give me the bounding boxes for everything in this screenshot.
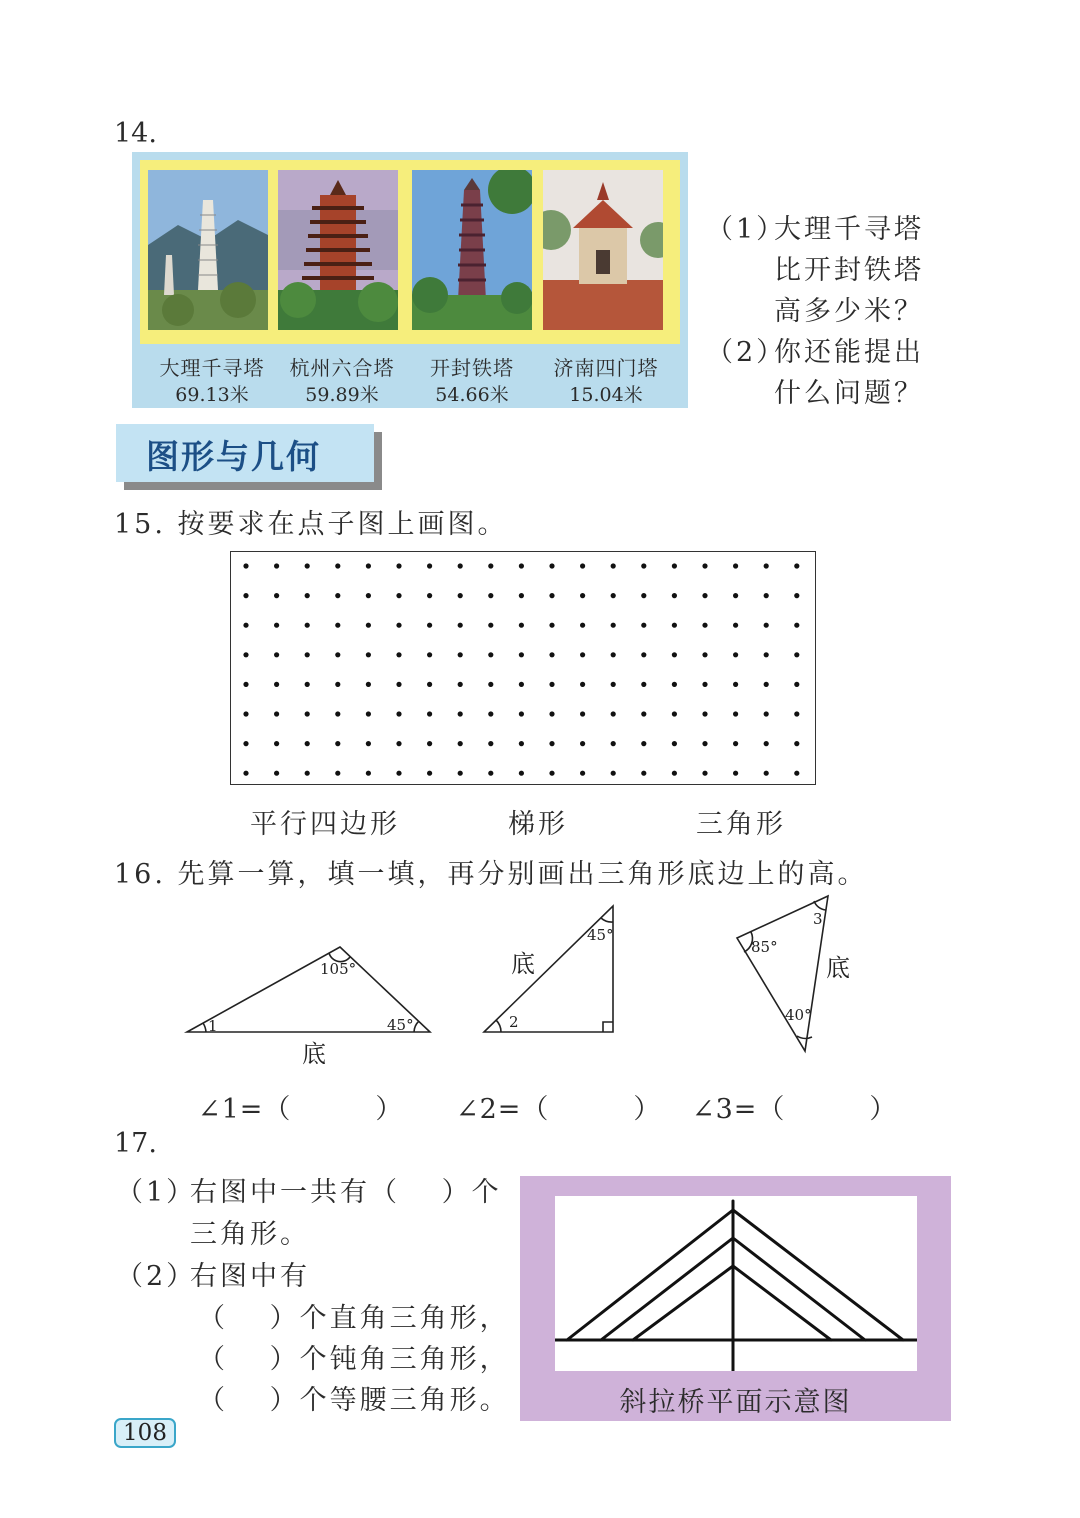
- angle-label: 40°: [785, 1006, 812, 1024]
- right-angle-mark: [603, 1022, 613, 1032]
- pagoda-height: 59.89米: [305, 384, 379, 406]
- problem-17-number: 17.: [114, 1128, 157, 1159]
- problem-15-text: 15. 按要求在点子图上画图。: [114, 509, 508, 540]
- bridge-diagram: [555, 1196, 917, 1371]
- pagoda-height: 69.13米: [175, 384, 249, 406]
- angle-40-arc: [797, 1036, 812, 1038]
- blank-isosceles-triangles[interactable]: （ ）个等腰三角形。: [198, 1385, 510, 1416]
- question-line: 高多少米？: [774, 296, 924, 327]
- page-number: 108: [114, 1418, 176, 1448]
- shape-label-triangle: 三角形: [696, 809, 786, 840]
- angle-label: 1: [208, 1017, 218, 1035]
- angle-label: 85°: [751, 938, 778, 956]
- angle-label: 45°: [587, 926, 614, 944]
- pagoda-height: 54.66米: [435, 384, 509, 406]
- blank-right-triangles[interactable]: （ ）个直角三角形，: [198, 1303, 510, 1334]
- blank-obtuse-triangles[interactable]: （ ）个钝角三角形，: [198, 1344, 510, 1375]
- question-line: 比开封铁塔: [774, 255, 924, 286]
- question-mark: （1）: [706, 214, 787, 245]
- angle-label: 3: [813, 910, 823, 928]
- base-label: 底: [826, 954, 850, 982]
- problem-14-number: 14.: [114, 118, 157, 149]
- shape-label-parallelogram: 平行四边形: [250, 809, 400, 840]
- pagoda-name: 大理千寻塔: [159, 356, 265, 380]
- question-line: 大理千寻塔: [774, 214, 924, 245]
- triangle-2: [484, 906, 613, 1032]
- pagoda-height: 15.04米: [569, 384, 643, 406]
- question-line: 你还能提出: [774, 337, 924, 368]
- question-line: 三角形。: [190, 1219, 310, 1250]
- question-mark: （2）: [706, 337, 787, 368]
- question-mark: （2）: [116, 1261, 197, 1292]
- question-line: 什么问题？: [774, 378, 924, 409]
- question-line: 右图中有: [190, 1261, 310, 1292]
- bridge-diagram-caption: 斜拉桥平面示意图: [619, 1387, 852, 1418]
- angle-2-arc: [496, 1020, 501, 1032]
- angle-45-arc: [414, 1021, 419, 1032]
- angle-1-arc: [203, 1023, 206, 1032]
- shape-label-trapezoid: 梯形: [508, 809, 568, 840]
- cable-stayed-bridge-drawing: [555, 1196, 917, 1371]
- problem-16-text: 16. 先算一算，填一填，再分别画出三角形底边上的高。: [114, 859, 868, 890]
- question-mark: （1）: [116, 1177, 197, 1208]
- angle-label: 2: [509, 1013, 519, 1031]
- base-label: 底: [302, 1040, 326, 1068]
- pagoda-name: 开封铁塔: [430, 356, 514, 380]
- question-line[interactable]: 右图中一共有（ ）个: [190, 1177, 502, 1208]
- answer-angle-2[interactable]: ∠2=（ ）: [456, 1094, 662, 1125]
- angle-label: 105°: [320, 960, 357, 978]
- answer-angle-1[interactable]: ∠1=（ ）: [198, 1094, 404, 1125]
- section-title: 图形与几何: [146, 437, 321, 476]
- angle-label: 45°: [387, 1016, 414, 1034]
- base-label: 底: [511, 950, 535, 978]
- pagoda-name: 济南四门塔: [553, 356, 659, 380]
- pagoda-name: 杭州六合塔: [289, 356, 395, 380]
- angle-45b-arc: [601, 918, 613, 922]
- answer-angle-3[interactable]: ∠3=（ ）: [692, 1094, 898, 1125]
